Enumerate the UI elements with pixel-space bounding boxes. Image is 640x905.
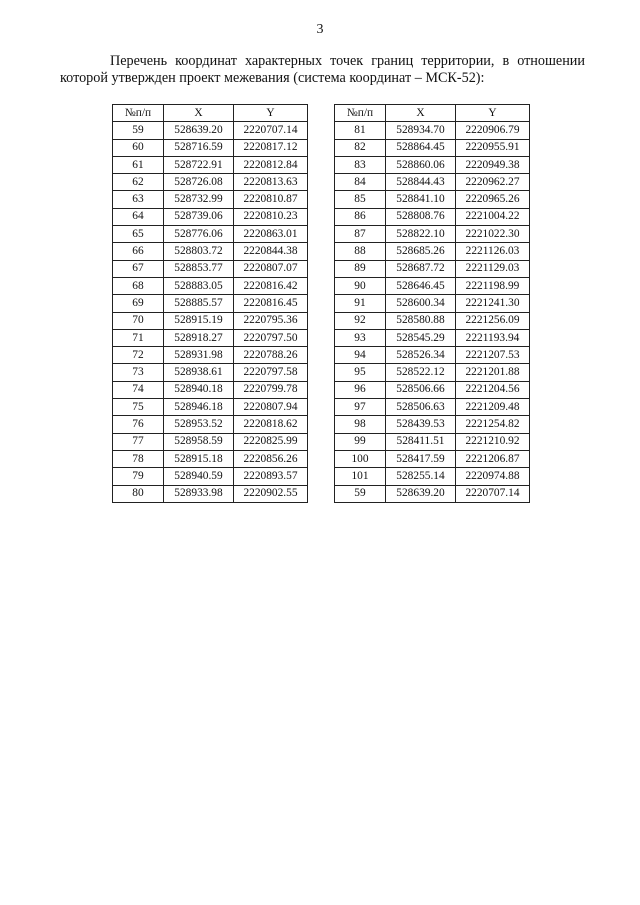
cell-y: 2220707.14 xyxy=(234,122,308,139)
cell-point-number: 63 xyxy=(113,191,164,208)
cell-y: 2220965.26 xyxy=(456,191,530,208)
cell-x: 528844.43 xyxy=(386,174,456,191)
table-row xyxy=(113,381,308,398)
cell-x: 528739.06 xyxy=(164,208,234,225)
cell-y: 2221129.03 xyxy=(456,260,530,277)
cell-point-number: 84 xyxy=(335,174,386,191)
cell-x: 528722.91 xyxy=(164,156,234,173)
cell-point-number: 59 xyxy=(335,485,386,502)
cell-x: 528580.88 xyxy=(386,312,456,329)
table-row xyxy=(113,347,308,364)
heading-line-2: которой утвержден проект межевания (система координат – МСК-52): xyxy=(60,70,485,86)
cell-x: 528417.59 xyxy=(386,450,456,467)
coordinates-table-right xyxy=(334,104,530,503)
table-row xyxy=(335,226,530,243)
cell-y: 2220810.23 xyxy=(234,208,308,225)
cell-x: 528803.72 xyxy=(164,243,234,260)
table-row xyxy=(113,312,308,329)
table-header-row xyxy=(335,105,530,122)
cell-point-number: 73 xyxy=(113,364,164,381)
table-row xyxy=(113,174,308,191)
cell-y: 2220707.14 xyxy=(456,485,530,502)
cell-y: 2221126.03 xyxy=(456,243,530,260)
cell-point-number: 67 xyxy=(113,260,164,277)
table-row xyxy=(335,433,530,450)
cell-y: 2220807.94 xyxy=(234,399,308,416)
cell-point-number: 101 xyxy=(335,468,386,485)
cell-point-number: 95 xyxy=(335,364,386,381)
cell-y: 2220893.57 xyxy=(234,468,308,485)
cell-x: 528685.26 xyxy=(386,243,456,260)
cell-y: 2220906.79 xyxy=(456,122,530,139)
cell-x: 528918.27 xyxy=(164,329,234,346)
column-header-x: X xyxy=(164,105,234,122)
cell-x: 528522.12 xyxy=(386,364,456,381)
cell-x: 528931.98 xyxy=(164,347,234,364)
column-header-number: №п/п xyxy=(113,105,164,122)
table-row xyxy=(113,260,308,277)
cell-y: 2220795.36 xyxy=(234,312,308,329)
cell-point-number: 81 xyxy=(335,122,386,139)
table-row xyxy=(113,277,308,294)
cell-y: 2220817.12 xyxy=(234,139,308,156)
cell-point-number: 94 xyxy=(335,347,386,364)
table-row xyxy=(335,174,530,191)
heading-line-1: Перечень координат характерных точек границ территории, в отношении xyxy=(110,53,585,69)
cell-point-number: 87 xyxy=(335,226,386,243)
cell-y: 2220810.87 xyxy=(234,191,308,208)
table-row xyxy=(113,416,308,433)
cell-point-number: 68 xyxy=(113,277,164,294)
cell-point-number: 90 xyxy=(335,277,386,294)
cell-y: 2220788.26 xyxy=(234,347,308,364)
cell-x: 528822.10 xyxy=(386,226,456,243)
table-row xyxy=(335,485,530,502)
cell-y: 2221022.30 xyxy=(456,226,530,243)
cell-point-number: 89 xyxy=(335,260,386,277)
cell-y: 2220949.38 xyxy=(456,156,530,173)
cell-point-number: 100 xyxy=(335,450,386,467)
cell-point-number: 66 xyxy=(113,243,164,260)
table-row xyxy=(335,450,530,467)
column-header-number: №п/п xyxy=(335,105,386,122)
cell-y: 2220816.45 xyxy=(234,295,308,312)
cell-y: 2220812.84 xyxy=(234,156,308,173)
table-row xyxy=(113,243,308,260)
cell-y: 2221004.22 xyxy=(456,208,530,225)
cell-point-number: 70 xyxy=(113,312,164,329)
table-row xyxy=(113,433,308,450)
table-row xyxy=(335,122,530,139)
cell-x: 528732.99 xyxy=(164,191,234,208)
cell-x: 528439.53 xyxy=(386,416,456,433)
cell-x: 528411.51 xyxy=(386,433,456,450)
cell-point-number: 75 xyxy=(113,399,164,416)
cell-y: 2221254.82 xyxy=(456,416,530,433)
cell-x: 528600.34 xyxy=(386,295,456,312)
table-row xyxy=(113,468,308,485)
coordinates-table-left xyxy=(112,104,308,503)
cell-y: 2220813.63 xyxy=(234,174,308,191)
cell-x: 528933.98 xyxy=(164,485,234,502)
cell-x: 528545.29 xyxy=(386,329,456,346)
table-row xyxy=(335,312,530,329)
cell-point-number: 91 xyxy=(335,295,386,312)
cell-point-number: 69 xyxy=(113,295,164,312)
cell-y: 2221207.53 xyxy=(456,347,530,364)
cell-y: 2221201.88 xyxy=(456,364,530,381)
table-row xyxy=(335,243,530,260)
cell-point-number: 60 xyxy=(113,139,164,156)
table-row xyxy=(113,156,308,173)
cell-point-number: 64 xyxy=(113,208,164,225)
cell-point-number: 61 xyxy=(113,156,164,173)
cell-x: 528883.05 xyxy=(164,277,234,294)
table-row xyxy=(335,468,530,485)
cell-x: 528776.06 xyxy=(164,226,234,243)
cell-x: 528716.59 xyxy=(164,139,234,156)
cell-x: 528940.18 xyxy=(164,381,234,398)
table-row xyxy=(113,191,308,208)
cell-point-number: 65 xyxy=(113,226,164,243)
cell-point-number: 72 xyxy=(113,347,164,364)
cell-y: 2220807.07 xyxy=(234,260,308,277)
cell-point-number: 71 xyxy=(113,329,164,346)
column-header-x: X xyxy=(386,105,456,122)
cell-point-number: 96 xyxy=(335,381,386,398)
cell-y: 2220962.27 xyxy=(456,174,530,191)
cell-point-number: 97 xyxy=(335,399,386,416)
table-row xyxy=(335,347,530,364)
cell-point-number: 92 xyxy=(335,312,386,329)
cell-y: 2221193.94 xyxy=(456,329,530,346)
cell-y: 2220902.55 xyxy=(234,485,308,502)
cell-point-number: 85 xyxy=(335,191,386,208)
cell-y: 2220856.26 xyxy=(234,450,308,467)
table-row xyxy=(335,139,530,156)
cell-point-number: 82 xyxy=(335,139,386,156)
table-row xyxy=(335,381,530,398)
cell-y: 2220816.42 xyxy=(234,277,308,294)
cell-x: 528938.61 xyxy=(164,364,234,381)
cell-x: 528255.14 xyxy=(386,468,456,485)
cell-x: 528946.18 xyxy=(164,399,234,416)
table-row xyxy=(335,399,530,416)
cell-x: 528639.20 xyxy=(164,122,234,139)
cell-y: 2221204.56 xyxy=(456,381,530,398)
cell-y: 2221206.87 xyxy=(456,450,530,467)
cell-x: 528639.20 xyxy=(386,485,456,502)
table-row xyxy=(113,122,308,139)
page-number: 3 xyxy=(316,22,324,37)
cell-y: 2220974.88 xyxy=(456,468,530,485)
cell-y: 2221241.30 xyxy=(456,295,530,312)
cell-point-number: 98 xyxy=(335,416,386,433)
table-row xyxy=(335,260,530,277)
cell-x: 528958.59 xyxy=(164,433,234,450)
cell-x: 528726.08 xyxy=(164,174,234,191)
cell-y: 2220797.58 xyxy=(234,364,308,381)
cell-y: 2220825.99 xyxy=(234,433,308,450)
cell-y: 2220863.01 xyxy=(234,226,308,243)
cell-x: 528860.06 xyxy=(386,156,456,173)
cell-y: 2220818.62 xyxy=(234,416,308,433)
cell-x: 528853.77 xyxy=(164,260,234,277)
table-row xyxy=(335,208,530,225)
cell-x: 528915.19 xyxy=(164,312,234,329)
document-heading xyxy=(60,53,585,87)
cell-x: 528506.66 xyxy=(386,381,456,398)
cell-y: 2220955.91 xyxy=(456,139,530,156)
cell-x: 528646.45 xyxy=(386,277,456,294)
cell-y: 2221256.09 xyxy=(456,312,530,329)
table-row xyxy=(335,416,530,433)
column-header-y: Y xyxy=(234,105,308,122)
table-row xyxy=(113,208,308,225)
table-row xyxy=(335,364,530,381)
column-header-y: Y xyxy=(456,105,530,122)
table-header-row xyxy=(113,105,308,122)
cell-x: 528940.59 xyxy=(164,468,234,485)
cell-point-number: 88 xyxy=(335,243,386,260)
cell-point-number: 79 xyxy=(113,468,164,485)
table-row xyxy=(113,485,308,502)
table-row xyxy=(113,364,308,381)
cell-point-number: 74 xyxy=(113,381,164,398)
cell-y: 2220844.38 xyxy=(234,243,308,260)
cell-point-number: 77 xyxy=(113,433,164,450)
cell-y: 2221198.99 xyxy=(456,277,530,294)
cell-point-number: 76 xyxy=(113,416,164,433)
cell-point-number: 80 xyxy=(113,485,164,502)
cell-point-number: 83 xyxy=(335,156,386,173)
cell-x: 528934.70 xyxy=(386,122,456,139)
cell-x: 528885.57 xyxy=(164,295,234,312)
table-row xyxy=(335,191,530,208)
cell-point-number: 99 xyxy=(335,433,386,450)
cell-y: 2221210.92 xyxy=(456,433,530,450)
table-row xyxy=(113,450,308,467)
cell-point-number: 62 xyxy=(113,174,164,191)
cell-x: 528864.45 xyxy=(386,139,456,156)
cell-y: 2221209.48 xyxy=(456,399,530,416)
cell-x: 528526.34 xyxy=(386,347,456,364)
table-row xyxy=(335,156,530,173)
cell-x: 528915.18 xyxy=(164,450,234,467)
table-row xyxy=(113,329,308,346)
cell-point-number: 86 xyxy=(335,208,386,225)
cell-x: 528953.52 xyxy=(164,416,234,433)
table-row xyxy=(113,399,308,416)
cell-x: 528506.63 xyxy=(386,399,456,416)
cell-x: 528841.10 xyxy=(386,191,456,208)
cell-x: 528687.72 xyxy=(386,260,456,277)
table-row xyxy=(335,295,530,312)
table-row xyxy=(113,226,308,243)
cell-y: 2220797.50 xyxy=(234,329,308,346)
cell-point-number: 59 xyxy=(113,122,164,139)
cell-x: 528808.76 xyxy=(386,208,456,225)
table-row xyxy=(335,329,530,346)
table-row xyxy=(335,277,530,294)
table-row xyxy=(113,139,308,156)
table-row xyxy=(113,295,308,312)
cell-point-number: 93 xyxy=(335,329,386,346)
cell-point-number: 78 xyxy=(113,450,164,467)
cell-y: 2220799.78 xyxy=(234,381,308,398)
